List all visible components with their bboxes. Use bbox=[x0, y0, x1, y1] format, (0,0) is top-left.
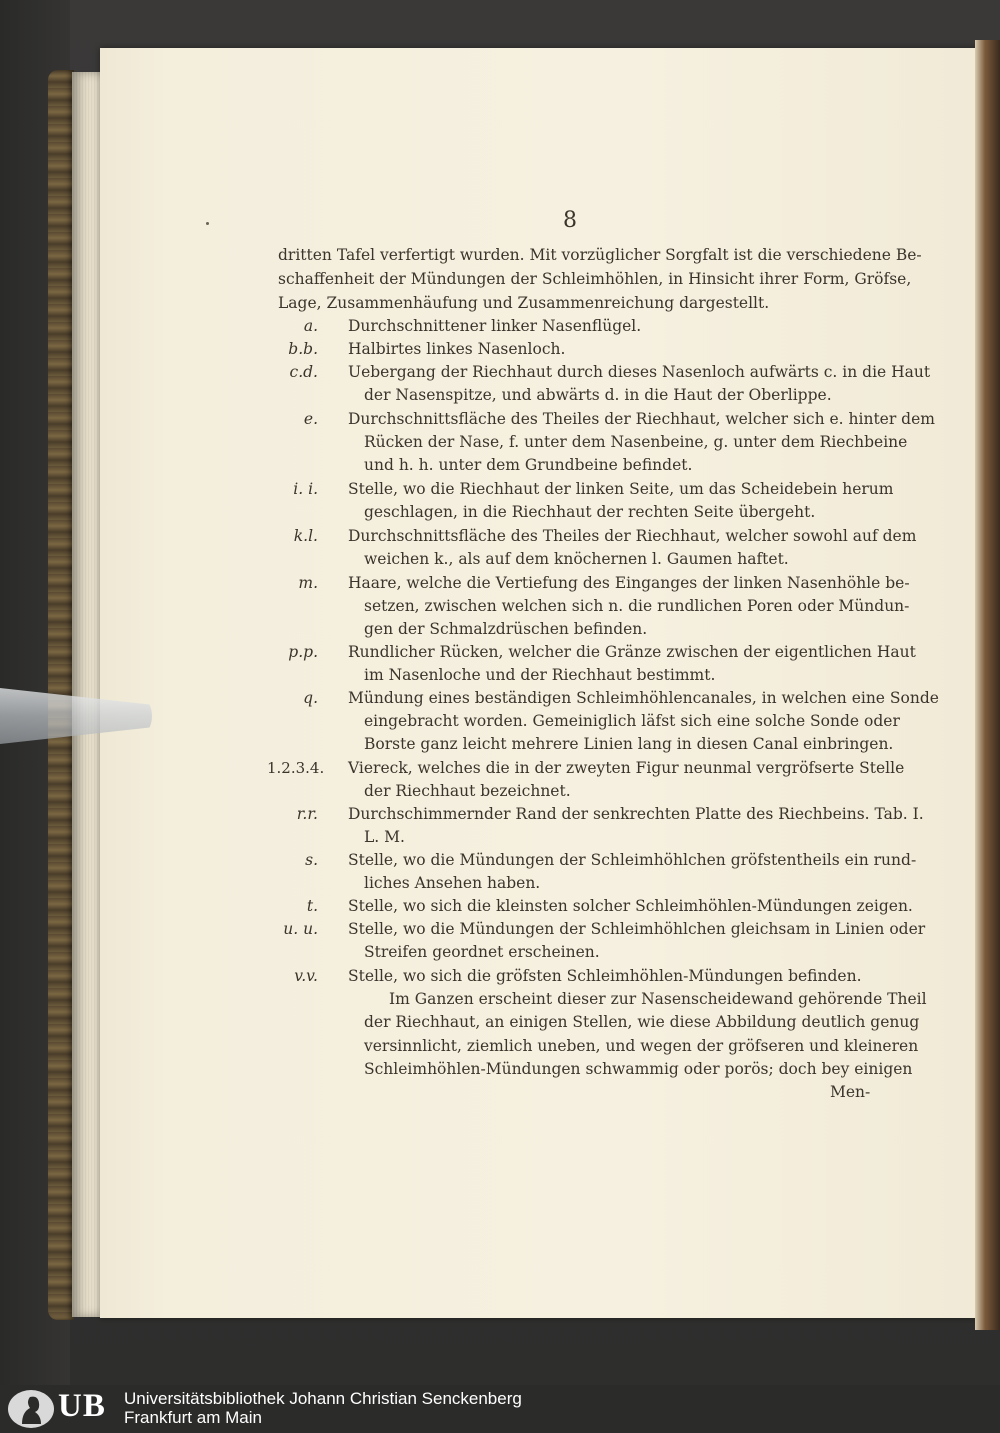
entry-line: Halbirtes linkes Nasenloch. bbox=[348, 340, 566, 358]
entry-line: und h. h. unter dem Grundbeine befindet. bbox=[364, 456, 693, 474]
entry-line: Rücken der Nase, f. unter dem Nasenbeine, g. unter dem Riechbeine bbox=[364, 433, 908, 451]
entry-line: Streifen geordnet erscheinen. bbox=[364, 943, 600, 961]
page-number: 8 bbox=[563, 208, 577, 233]
portrait-icon bbox=[8, 1390, 54, 1428]
entry-label: i. i. bbox=[293, 480, 318, 498]
entry-line: Durchschnittsfläche des Theiles der Riechhaut, welcher sich e. hinter dem bbox=[348, 410, 935, 428]
entry-label: e. bbox=[303, 410, 318, 428]
entry-line: Stelle, wo sich die gröfsten Schleimhöhlen-Mündungen befinden. bbox=[348, 967, 862, 985]
entry-line: Stelle, wo die Riechhaut der linken Seite, um das Scheidebein herum bbox=[348, 480, 894, 498]
entry-line: eingebracht worden. Gemeiniglich läfst sich eine solche Sonde oder bbox=[364, 712, 900, 730]
paper-speck bbox=[206, 222, 209, 225]
intro-line: schaffenheit der Mündungen der Schleimhöhlen, in Hinsicht ihrer Form, Gröfse, bbox=[278, 270, 912, 288]
entry-line: Rundlicher Rücken, welcher die Gränze zwischen der eigentlichen Haut bbox=[348, 643, 916, 661]
institution-name: Universitätsbibliothek Johann Christian Senckenberg bbox=[124, 1389, 522, 1408]
closing-line: der Riechhaut, an einigen Stellen, wie diese Abbildung deutlich genug bbox=[364, 1013, 920, 1031]
entry-line: Viereck, welches die in der zweyten Figur neunmal vergröfserte Stelle bbox=[348, 759, 905, 777]
entry-line: Haare, welche die Vertiefung des Einganges der linken Nasenhöhle be- bbox=[348, 574, 910, 592]
entry-line: Stelle, wo sich die kleinsten solcher Schleimhöhlen-Mündungen zeigen. bbox=[348, 897, 913, 915]
entry-line: der Nasenspitze, und abwärts d. in die Haut der Oberlippe. bbox=[364, 386, 832, 404]
entry-line: Durchschimmernder Rand der senkrechten Platte des Riechbeins. Tab. I. bbox=[348, 805, 924, 823]
entry-label: b.b. bbox=[288, 340, 318, 358]
entry-line: Stelle, wo die Mündungen der Schleimhöhlchen gleichsam in Linien oder bbox=[348, 920, 926, 938]
entry-line: Stelle, wo die Mündungen der Schleimhöhlchen gröfstentheils ein rund- bbox=[348, 851, 917, 869]
entry-label: u. u. bbox=[283, 920, 318, 938]
book-cover-right bbox=[975, 40, 1000, 1330]
entry-line: Durchschnittener linker Nasenflügel. bbox=[348, 317, 642, 335]
entry-line: weichen k., als auf dem knöchernen l. Gaumen haftet. bbox=[364, 550, 789, 568]
entry-line: Uebergang der Riechhaut durch dieses Nasenloch aufwärts c. in die Haut bbox=[348, 363, 931, 381]
entry-label: k.l. bbox=[293, 527, 318, 545]
entry-line: der Riechhaut bezeichnet. bbox=[364, 782, 571, 800]
entry-label: a. bbox=[303, 317, 318, 335]
entry-line: L. M. bbox=[364, 828, 405, 846]
entry-label: t. bbox=[306, 897, 318, 915]
entry-line: setzen, zwischen welchen sich n. die rundlichen Poren oder Mündun- bbox=[364, 597, 910, 615]
entry-label: q. bbox=[303, 689, 318, 707]
entry-label: v.v. bbox=[294, 967, 318, 985]
entry-label: m. bbox=[298, 574, 318, 592]
intro-line: Lage, Zusammenhäufung und Zusammenreichung dargestellt. bbox=[278, 294, 770, 312]
entry-line: liches Ansehen haben. bbox=[364, 874, 541, 892]
closing-line: Schleimhöhlen-Mündungen schwammig oder porös; doch bey einigen bbox=[364, 1060, 913, 1078]
institution-city: Frankfurt am Main bbox=[124, 1408, 262, 1427]
entry-line: gen der Schmalzdrüschen befinden. bbox=[364, 620, 648, 638]
entry-label: r.r. bbox=[296, 805, 318, 823]
entry-label: 1.2.3.4. bbox=[267, 759, 325, 777]
entry-line: Borste ganz leicht mehrere Linien lang in diesen Canal einbringen. bbox=[364, 735, 894, 753]
closing-line: versinnlicht, ziemlich uneben, und wegen der gröfseren und kleineren bbox=[364, 1037, 919, 1055]
catchword: Men- bbox=[830, 1083, 871, 1101]
intro-line: dritten Tafel verfertigt wurden. Mit vorzüglicher Sorgfalt ist die verschiedene Be- bbox=[278, 246, 922, 264]
entry-line: Mündung eines beständigen Schleimhöhlencanales, in welchen eine Sonde bbox=[348, 689, 939, 707]
closing-line: Im Ganzen erscheint dieser zur Nasenscheidewand gehörende Theil bbox=[389, 990, 927, 1008]
entry-line: geschlagen, in die Riechhaut der rechten Seite übergeht. bbox=[364, 503, 816, 521]
entry-line: im Nasenloche und der Riechhaut bestimmt. bbox=[364, 666, 716, 684]
logo-text: UB bbox=[58, 1388, 106, 1424]
entry-line: Durchschnittsfläche des Theiles der Riechhaut, welcher sowohl auf dem bbox=[348, 527, 917, 545]
entry-label: s. bbox=[305, 851, 318, 869]
entry-label: c.d. bbox=[289, 363, 318, 381]
entry-label: p.p. bbox=[288, 643, 318, 661]
